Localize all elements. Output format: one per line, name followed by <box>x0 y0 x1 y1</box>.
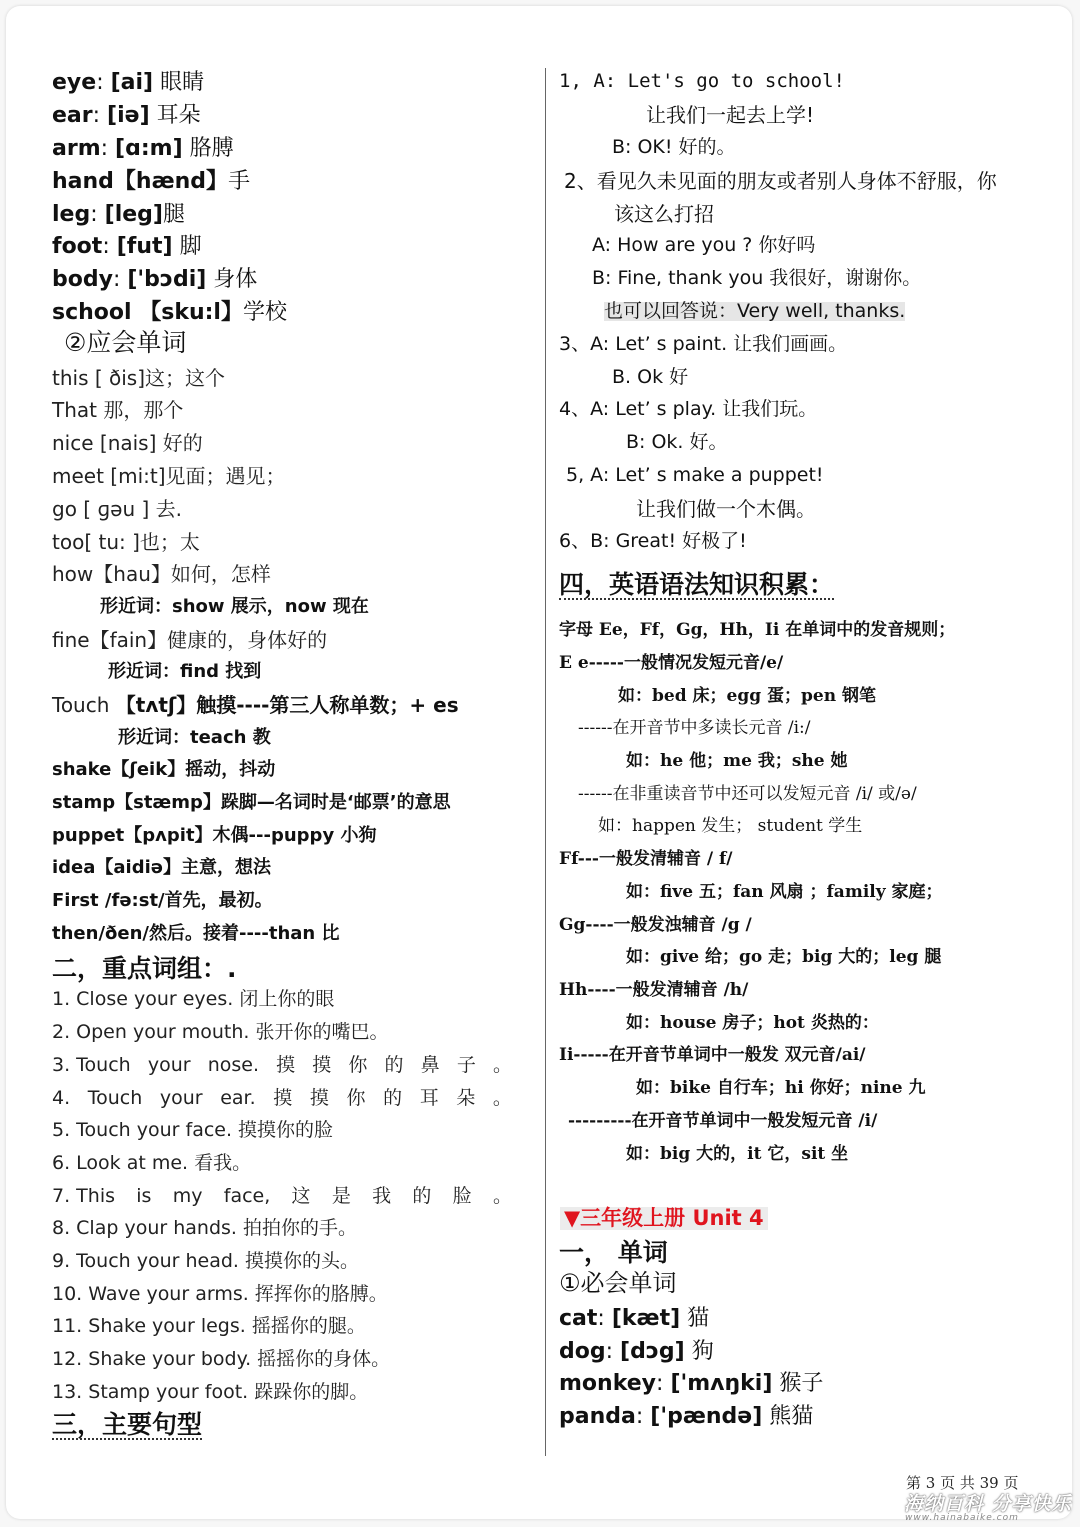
grammar-line: 如：give 给；go 走；big 大的；leg 腿 <box>626 947 942 967</box>
word-line: stamp【stæmp】跺脚—名词时是‘邮票’的意思 <box>52 792 451 813</box>
dialog-line: 4、A: Let’ s play. 让我们玩。 <box>559 398 818 420</box>
watermark-url: www.hainabaike.com <box>905 1513 1019 1523</box>
phrase-line: 8. Clap your hands. 拍拍你的手。 <box>52 1217 357 1239</box>
word-line: meet [mi:t]见面；遇见； <box>52 464 286 488</box>
similar-words: 形近词：find 找到 <box>108 661 262 682</box>
vocab-row: monkey: ['mʌŋki] 猴子 <box>559 1371 824 1396</box>
vocab-row: ear: [iə] 耳朵 <box>52 103 201 128</box>
phrase-line: 4. Touch your ear. 摸 摸 你 的 耳 朵 。 <box>52 1087 512 1109</box>
dialog-line: A: How are you ? 你好吗 <box>592 234 816 256</box>
grammar-line: 字母 Ee，Ff，Gg，Hh，Ii 在单词中的发音规则； <box>559 620 956 640</box>
word-line: fine【fain】健康的，身体好的 <box>52 628 328 652</box>
word-line: then/ðen/然后。接着----than 比 <box>52 923 340 944</box>
dialog-line: 1, A: Let's go to school! <box>559 70 845 92</box>
dialog-line: B: Fine, thank you 我很好，谢谢你。 <box>592 267 922 289</box>
similar-words: 形近词：teach 教 <box>118 727 271 748</box>
vocab-row: panda: ['pændə] 熊猫 <box>559 1404 814 1429</box>
dialog-line: 让我们一起去上学! <box>646 103 815 127</box>
vocab-row: dog: [dɔg] 狗 <box>559 1339 714 1364</box>
word-line: how【hau】如何，怎样 <box>52 562 271 586</box>
word-line: nice [nais] 好的 <box>52 431 203 455</box>
vocab-row: arm: [ɑ:m] 胳膊 <box>52 136 234 161</box>
phrase-line: 9. Touch your head. 摸摸你的头。 <box>52 1250 360 1272</box>
dialog-line: 5, A: Let’ s make a puppet! <box>566 464 824 486</box>
grammar-line: Ii-----在开音节单词中一般发 双元音/ai/ <box>559 1045 866 1065</box>
grammar-line: Ff---一般发清辅音 / f/ <box>559 849 733 869</box>
vocab-row: eye: [ai] 眼睛 <box>52 70 205 95</box>
phrase-line: 13. Stamp your foot. 跺跺你的脚。 <box>52 1381 369 1403</box>
phrase-line: 7. This is my face, 这 是 我 的 脸 。 <box>52 1185 512 1207</box>
word-line: shake【ʃeik】摇动，抖动 <box>52 759 276 780</box>
phrase-line: 2. Open your mouth. 张开你的嘴巴。 <box>52 1021 389 1043</box>
section-heading: 二，重点词组：. <box>52 954 237 983</box>
dialog-line: 3、A: Let’ s paint. 让我们画画。 <box>559 333 848 355</box>
section-subheading: ②应会单词 <box>64 328 187 357</box>
dialog-line: B: Ok. 好。 <box>626 431 728 453</box>
dialog-line: B. Ok 好 <box>612 366 689 388</box>
grammar-line: Gg----一般发浊辅音 /g / <box>559 915 752 935</box>
dialog-line: 6、B: Great! 好极了! <box>559 530 747 552</box>
grammar-line: Hh----一般发清辅音 /h/ <box>559 980 749 1000</box>
grammar-line: 如：happen 发生； student 学生 <box>598 816 863 836</box>
word-line: this [ ðis]这；这个 <box>52 366 226 390</box>
phrase-line: 10. Wave your arms. 挥挥你的胳膊。 <box>52 1283 388 1305</box>
phrase-line: 3. Touch your nose. 摸 摸 你 的 鼻 子 。 <box>52 1054 512 1076</box>
word-line: That 那，那个 <box>52 398 184 422</box>
word-line: Touch 【tʌtʃ】触摸----第三人称单数；+ es <box>52 693 459 717</box>
dialog-line: 该这么打招 <box>614 202 714 226</box>
phrase-line: 1. Close your eyes. 闭上你的眼 <box>52 988 335 1010</box>
column-divider <box>545 68 546 1456</box>
word-line: puppet【pʌpit】木偶---puppy 小狗 <box>52 825 377 846</box>
section-heading: 四，英语语法知识积累： <box>559 570 835 599</box>
vocab-row: body: ['bɔdi] 身体 <box>52 267 258 292</box>
phrase-line: 6. Look at me. 看我。 <box>52 1152 252 1174</box>
dialog-line: 2、看见久未见面的朋友或者别人身体不舒服，你 <box>564 169 997 193</box>
grammar-line: 如：house 房子；hot 炎热的： <box>626 1013 879 1033</box>
vocab-row: hand【hænd】手 <box>52 169 251 194</box>
phrase-line: 11. Shake your legs. 摇摇你的腿。 <box>52 1315 366 1337</box>
document-page <box>6 6 1072 1519</box>
dialog-line: 让我们做一个木偶。 <box>636 497 816 521</box>
vocab-row: school 【sku:l】学校 <box>52 300 287 325</box>
section-heading: 一， 单词 <box>559 1238 668 1267</box>
similar-words: 形近词：show 展示，now 现在 <box>100 596 369 617</box>
vocab-row: cat: [kæt] 猫 <box>559 1306 710 1331</box>
grammar-line: 如：big 大的，it 它，sit 坐 <box>626 1144 849 1164</box>
grammar-line: ---------在开音节单词中一般发短元音 /i/ <box>568 1111 878 1131</box>
highlighted-line: 也可以回答说：Very well, thanks. <box>604 300 906 322</box>
dialog-line: B: OK! 好的。 <box>612 136 736 158</box>
vocab-row: foot: [fut] 脚 <box>52 234 202 259</box>
grammar-line: ------在非重读音节中还可以发短元音 /i/ 或/ə/ <box>578 784 917 804</box>
page-number: 第 3 页 共 39 页 <box>906 1474 1019 1492</box>
word-line: First /fə:st/首先，最初。 <box>52 890 273 911</box>
word-line: idea【aidiə】主意，想法 <box>52 857 271 878</box>
grammar-line: 如：he 他；me 我；she 她 <box>626 751 848 771</box>
watermark-text: 海纳百科 分享快乐 <box>904 1493 1072 1515</box>
grammar-line: ------在开音节中多读长元音 /i:/ <box>578 718 811 738</box>
phrase-line: 5. Touch your face. 摸摸你的脸 <box>52 1119 334 1141</box>
phrase-line: 12. Shake your body. 摇摇你的身体。 <box>52 1348 391 1370</box>
grammar-line: E e-----一般情况发短元音/e/ <box>559 653 784 673</box>
grammar-line: 如：five 五；fan 风扇 ；family 家庭； <box>626 882 943 902</box>
grammar-line: 如：bed 床；egg 蛋；pen 钢笔 <box>618 686 876 706</box>
section-heading: 三，主要句型 <box>52 1410 203 1439</box>
unit-banner: ▼三年级上册 Unit 4 <box>560 1207 768 1230</box>
section-subheading: ①必会单词 <box>559 1269 677 1297</box>
word-line: go [ ɡəu ] 去. <box>52 497 182 521</box>
vocab-row: leg: [leg]腿 <box>52 202 185 227</box>
grammar-line: 如：bike 自行车；hi 你好；nine 九 <box>636 1078 926 1098</box>
word-line: too[ tu: ]也；太 <box>52 530 200 554</box>
